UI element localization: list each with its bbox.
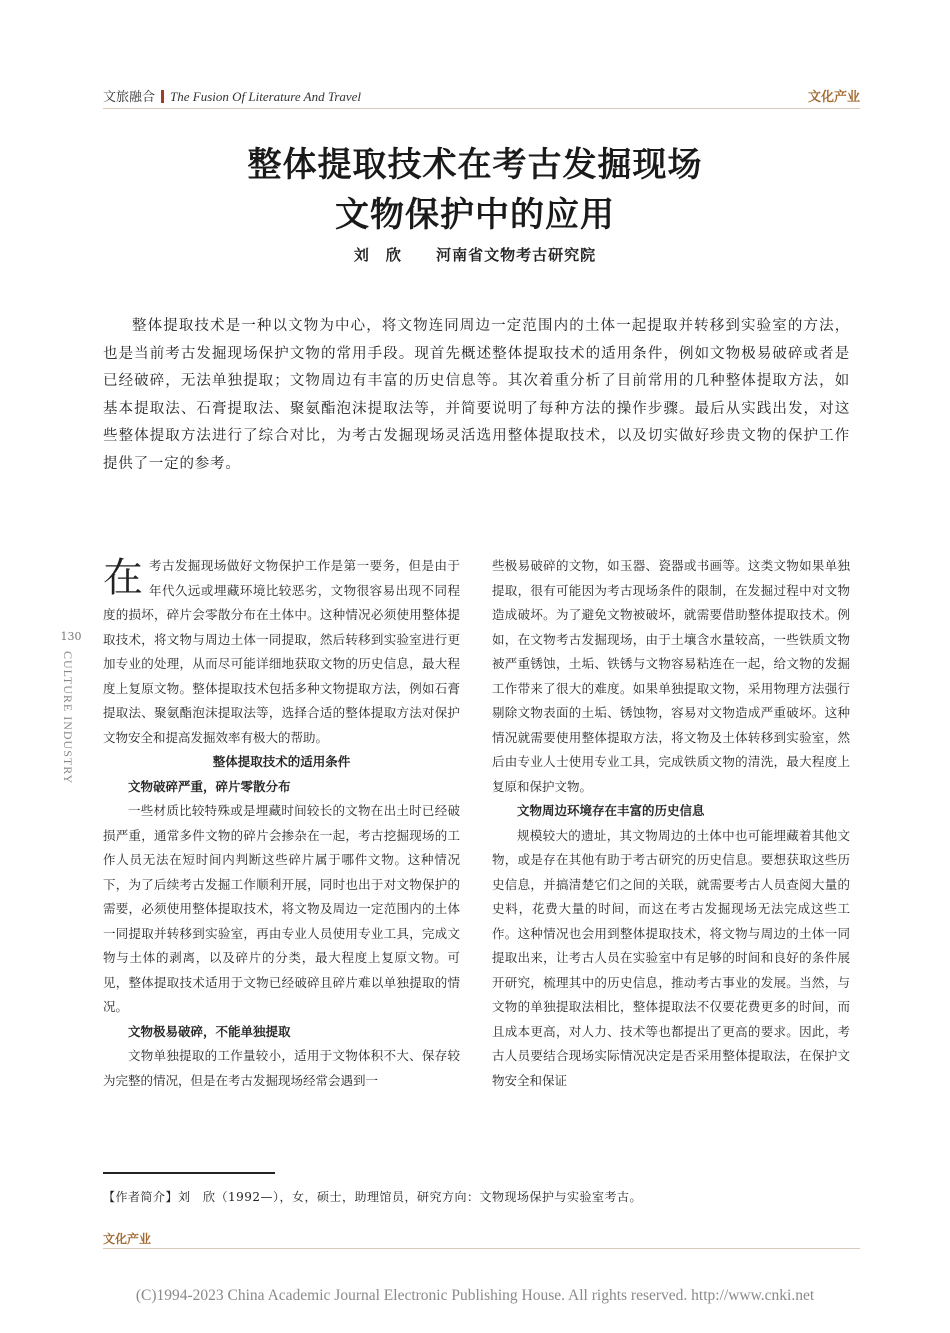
section-heading: 整体提取技术的适用条件 (212, 755, 351, 769)
author-affiliation: 河南省文物考古研究院 (436, 246, 597, 264)
intro-text: 考古发掘现场做好文物保护工作是第一要务，但是由于年代久远或埋藏环境比较恶劣，文物很容易出现不同程度的损坏，碎片会零散分布在土体中。这种情况必须使用整体提取技术，将文物与周边土体一同提取，然后转移到实验室进行更加专业的处理，从而尽可能详细地获取文物的历史信息，最大程度上复原文物。整体提取技术包括多种文物提取方法，例如石膏提取法、聚氨酯泡沫提取法等，选择合适的整体提取方法对保护文物安全和提高发掘效率有极大的帮助。 (103, 559, 460, 745)
abstract: 整体提取技术是一种以文物为中心，将文物连同周边一定范围内的土体一起提取并转移到实验室的方法，也是当前考古发掘现场保护文物的常用手段。现首先概述整体提取技术的适用条件，例如文物极易破碎或者是已经破碎，无法单独提取；文物周边有丰富的历史信息等。其次着重分析了目前常用的几种整体提取方法，如基本提取法、石膏提取法、聚氨酯泡沫提取法等，并简要说明了每种方法的操作步骤。最后从实践出发，对这些整体提取方法进行了综合对比，为考古发掘现场灵活选用整体提取技术，以及切实做好珍贵文物的保护工作提供了一定的参考。 (103, 318, 850, 472)
author-line (0, 244, 950, 265)
side-label: CULTURE INDUSTRY (61, 651, 75, 785)
side-marker (60, 630, 82, 787)
page-number: 130 (60, 630, 82, 643)
drop-cap: 在 (103, 555, 143, 601)
subsection-heading: 文物周边环境存在丰富的历史信息 (517, 804, 705, 818)
journal-name: 文化产业 (807, 90, 860, 105)
body-paragraph: 规模较大的遗址，其文物周边的土体中也可能埋藏着其他文物，或是存在其他有助于考古研究的历史信息。要想获取这些历史信息，并搞清楚它们之间的关联，就需要考古人员查阅大量的史料，花费大量的时间，而这在考古发掘现场无法完成这些工作。这种情况也会用到整体提取技术，将文物与周边的土体一同提取出来，让考古人员在实验室中有足够的时间和良好的条件展开研究，梳理其中的历史信息，推动考古事业的发展。当然，与文物的单独提取法相比，整体提取法不仅要花费更多的时间，而且成本更高，对人力、技术等也都提出了更高的要求。因此，考古人员要结合现场实际情况决定是否采用整体提取法，在保护文物安全和保证 (492, 828, 850, 1088)
body-column-right (492, 554, 850, 1093)
title-line-2: 文物保护中的应用 (335, 195, 615, 235)
header-divider (161, 90, 164, 103)
header-rule (103, 108, 860, 109)
subsection-heading: 文物破碎严重，碎片零散分布 (128, 779, 291, 794)
body-paragraph: 一些材质比较特殊或是埋藏时间较长的文物在出土时已经破损严重，通常多件文物的碎片会掺杂在一起，考古挖掘现场的工作人员无法在短时间内判断这些碎片属于哪件文物。这种情况下，为了后续考古发掘工作顺利开展，同时也出于对文物保护的需要，必须使用整体提取技术，将文物及周边一定范围内的土体一同提取并转移到实验室，再由专业人员使用专业工具，完成文物与土体的剥离，以及碎片的分类，最大程度上复原文物。可见，整体提取技术适用于文物已经破碎且碎片难以单独提取的情况。 (103, 804, 460, 1014)
body-paragraph: 文物单独提取的工作量较小，适用于文物体积不大、保存较为完整的情况，但是在考古发掘现场经常会遇到一 (103, 1049, 460, 1088)
author-name: 刘 欣 (353, 246, 402, 264)
subsection-heading: 文物极易破碎，不能单独提取 (128, 1024, 291, 1039)
footer-rule (103, 1248, 860, 1249)
title-line-1: 整体提取技术在考古发掘现场 (247, 145, 703, 185)
footer-journal: 文化产业 (103, 1232, 152, 1246)
intro-paragraph (103, 554, 460, 750)
running-header-section (103, 86, 361, 105)
body-paragraph: 些极易破碎的文物，如玉器、瓷器或书画等。这类文物如果单独提取，很有可能因为考古现场条件的限制，在发掘过程中对文物造成破坏。为了避免文物被破坏，就需要借助整体提取技术。例如，在文物考古发掘现场，由于土壤含水量较高，一些铁质文物被严重锈蚀，土垢、铁锈与文物容易粘连在一起，给文物的发掘工作带来了很大的难度。如果单独提取文物，采用物理方法强行剔除文物表面的土垢、锈蚀物，容易对文物造成严重破坏。这种情况就需要使用整体提取方法，将文物及土体转移到实验室，然后由专业人士使用专业工具，完成铁质文物的清洗，最大程度上复原和保护文物。 (492, 559, 850, 794)
footnote-rule (103, 1172, 275, 1174)
author-footnote: 【作者简介】刘 欣（1992—），女，硕士，助理馆员，研究方向：文物现场保护与实验室考古。 (103, 1190, 643, 1204)
section-cn: 文旅融合 (103, 90, 156, 105)
section-en: The Fusion Of Literature And Travel (170, 89, 362, 104)
copyright-notice: (C)1994-2023 China Academic Journal Electronic Publishing House. All rights reserved. http://www.cnki.net (135, 1287, 815, 1304)
body-column-left (103, 554, 460, 1093)
article-title (0, 140, 950, 240)
